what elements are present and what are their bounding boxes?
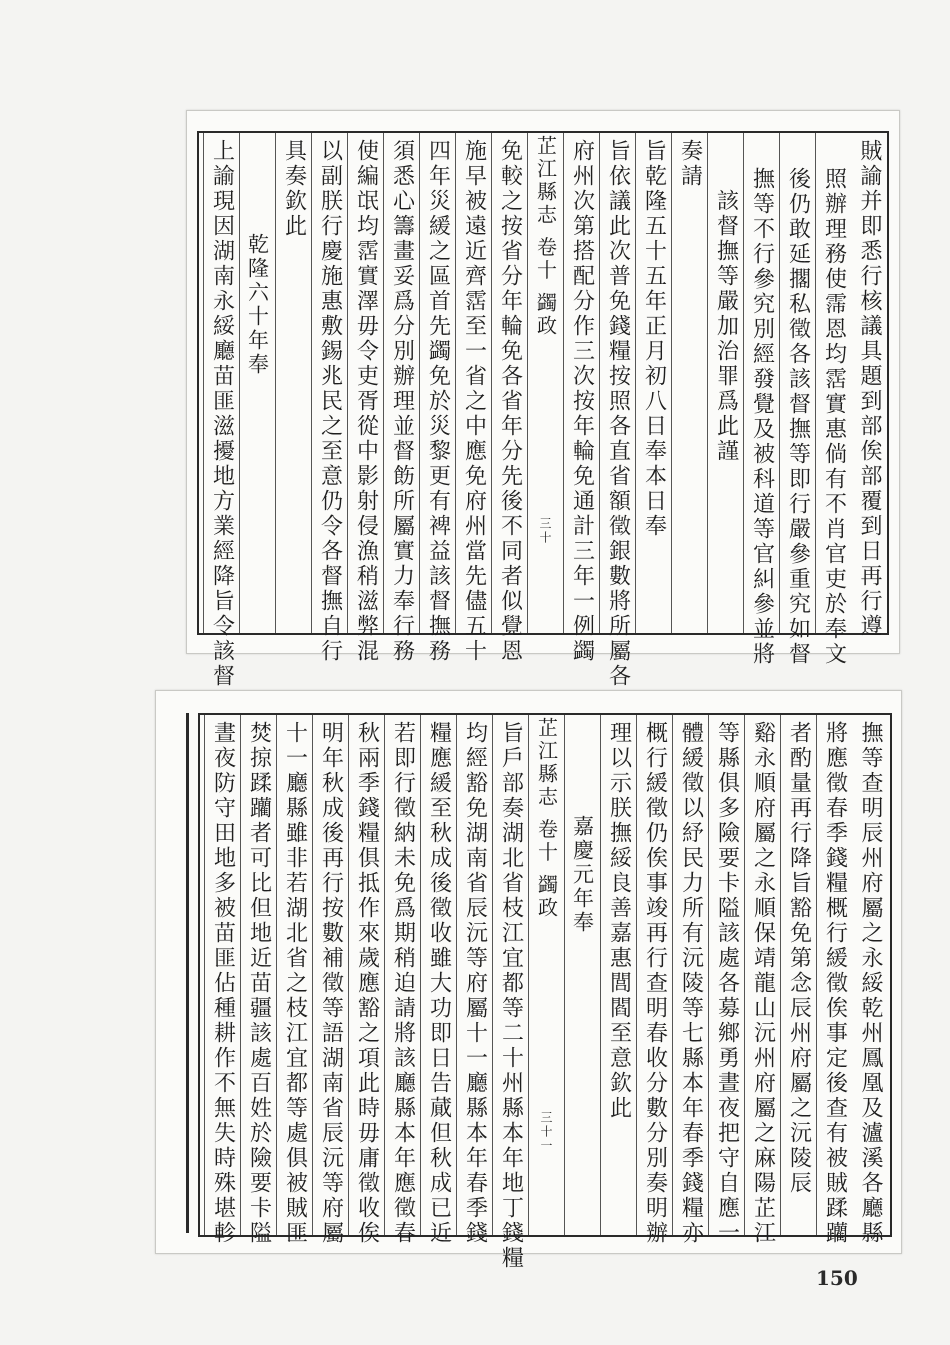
border-rule [186,713,189,1233]
text-column [275,133,311,633]
text-column [672,715,708,1246]
column-text: 上諭現因湖南永綏廳苗匪滋擾地方業經降旨令該督 [209,139,235,689]
text-column [455,133,491,664]
leaf-number: 三十一 [539,1111,553,1153]
text-column [348,715,384,1246]
column-text: 使編氓均霑實澤毋令吏胥從中影射侵漁稍滋弊混 [353,139,379,664]
column-text: 奏請 [677,139,703,189]
text-column [347,133,383,664]
column-text: 旨依議此次普免錢糧按照各直省額徵銀數將所屬各 [605,139,631,689]
column-text: 體緩徵以紓民力所有沅陵等七縣本年春季錢糧亦 [678,721,704,1246]
text-column [276,715,312,1246]
text-column [383,133,419,664]
column-text: 府州次第搭配分作三次按年輪免通計三年一例蠲 [569,139,595,664]
text-column [456,715,492,1246]
column-text: 撫等查明辰州府屬之永綏乾州鳳凰及瀘溪各廳縣 [858,721,883,1246]
column-text: 施早被遠近齊霑至一省之中應免府州當先儘五十 [461,139,487,664]
column-text: 免較之按省分年輪免各省年分先後不同者似覺恩 [497,139,523,664]
text-column [636,715,672,1246]
text-column [240,715,276,1246]
column-text: 以副朕行慶施惠敷錫兆民之至意仍令各督撫自行 [317,139,343,664]
text-column [239,133,275,633]
leaf-number: 三十 [538,517,552,545]
spine-title: 芷江縣志 卷十 蠲政 [534,717,559,920]
text-column [671,133,707,633]
column-text: 四年災緩之區首先蠲免於災黎更有裨益該督撫務 [425,139,451,664]
text-frame-bottom [198,713,892,1271]
page-number: 150 [816,1266,858,1290]
page-panel-bottom [155,690,902,1271]
column-text: 焚掠蹂躪者可比但地近苗疆該處百姓於險要卡隘 [246,721,272,1246]
text-column [491,133,527,664]
column-text: 該督撫等嚴加治罪爲此謹 [713,189,739,464]
text-column [743,133,779,667]
column-text: 晝夜防守田地多被苗匪佔種耕作不無失時殊堪軫 [210,721,236,1246]
text-column [563,133,599,664]
text-column [707,133,743,633]
text-column [204,715,240,1246]
text-column [816,715,852,1246]
column-text: 等縣俱多險要卡隘該處各募鄉勇晝夜把守自應一 [714,721,740,1246]
text-column [599,133,635,689]
column-text: 後仍敢延擱私徵各該督撫等即行嚴參重究如督 [785,167,811,667]
book-spine [528,715,564,1235]
column-text: 賊諭并即悉行核議具題到部俟部覆到日再行遵 [857,139,882,639]
text-frame-top [197,131,889,689]
text-column [851,133,887,639]
text-column [564,715,600,1235]
book-spine [527,133,563,633]
text-column [815,133,851,667]
text-column [780,715,816,1235]
text-column [600,715,636,1235]
text-column [708,715,744,1246]
text-column [384,715,420,1246]
column-text: 乾隆六十年奉 [245,233,270,377]
column-text: 具奏欽此 [281,139,307,239]
column-text: 嘉慶元年奉 [570,815,595,935]
spine-title: 芷江縣志 卷十 蠲政 [533,135,558,338]
text-column [203,133,239,689]
column-text: 十一廳縣雖非若湖北省之枝江宜都等處俱被賊匪 [282,721,308,1246]
column-text: 谿永順府屬之永順保靖龍山沅州府屬之麻陽芷江 [750,721,776,1246]
column-text: 秋兩季錢糧俱抵作來歲應豁之項此時毋庸徵收俟 [354,721,380,1246]
page-panel-top [186,110,900,689]
text-column [312,715,348,1246]
text-column [311,133,347,664]
column-text: 理以示朕撫綏良善嘉惠閭閻至意欽此 [606,721,632,1121]
column-text: 將應徵春季錢糧概行緩徵俟事定後查有被賊蹂躪 [822,721,848,1246]
text-column [420,715,456,1246]
column-text: 旨戶部奏湖北省枝江宜都等二十州縣本年地丁錢糧 [498,721,524,1271]
column-text: 旨乾隆五十五年正月初八日奉本日奉 [641,139,667,539]
text-column [779,133,815,667]
column-text: 均經豁免湖南省辰沅等府屬十一廳縣本年春季錢 [462,721,488,1246]
text-column [419,133,455,664]
column-text: 明年秋成後再行按數補徵等語湖南省辰沅等府屬 [318,721,344,1246]
column-text: 撫等不行參究別經發覺及被科道等官糾參並將 [749,167,775,667]
column-text: 者酌量再行降旨豁免第念辰州府屬之沅陵辰 [786,721,812,1196]
column-text: 照辦理務使霈恩均霑實惠倘有不肖官吏於奉文 [821,167,847,667]
column-text: 須悉心籌畫妥爲分別辦理並督飭所屬實力奉行務 [389,139,415,664]
column-text: 若即行徵納未免爲期稍迫請將該廳縣本年應徵春 [390,721,416,1246]
text-column [744,715,780,1246]
column-text: 概行緩徵仍俟事竣再行查明春收分數分別奏明辦 [642,721,668,1246]
text-column [635,133,671,633]
column-text: 糧應緩至秋成後徵收雖大功即日告蕆但秋成已近 [426,721,452,1246]
text-column [492,715,528,1271]
text-column [852,715,888,1246]
